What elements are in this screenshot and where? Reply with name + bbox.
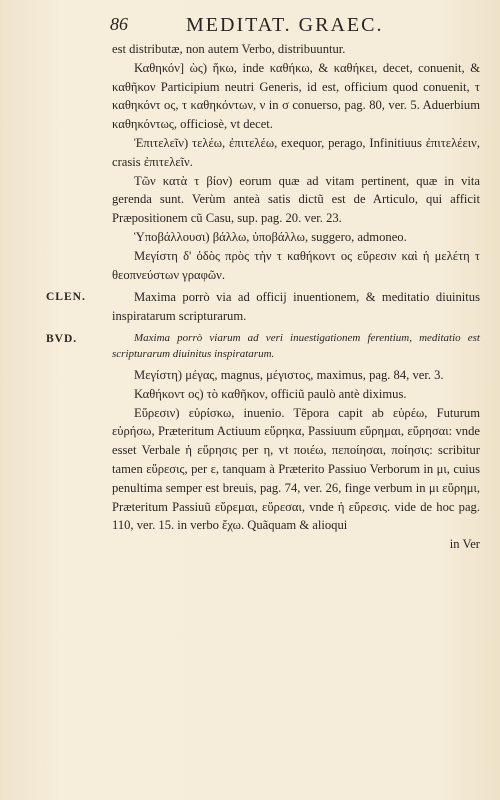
bud-translation: Maxima porrò viarum ad veri inuestigationem ferentium, meditatio est scripturarum diuinitus inspiratarum.: [112, 331, 480, 360]
paragraph: Ὑποβάλλουσι) βάλλω, ὑποβάλλω, suggero, admoneo.: [134, 229, 407, 244]
paragraph: Τῶν κατὰ τ βίον) eorum quæ ad vitam pertinent, quæ in vita gerenda sunt. Verùm anteà satis dictũ est de Articulo, qui afficit Præpositionem cũ Casu, sup. pag. 20. ver. 23.: [112, 173, 480, 226]
paragraph: Μεγίστη δ' ὁδὸς πρὸς τὴν τ καθήκοντ ος εὕρεσιν καὶ ἡ μελέτη τ θεοπνεύστων γραφῶν.: [112, 248, 480, 282]
paragraph: Μεγίστη) μέγας, magnus, μέγιστος, maximus, pag. 84, ver. 3.: [134, 367, 444, 382]
margin-label-clen: CLEN.: [46, 291, 86, 304]
bud-section: [46, 330, 480, 362]
page-number: 86: [110, 14, 128, 34]
body-text: [46, 40, 480, 554]
paragraph: Καθηκόν] ὼς) ἥκω, inde καθήκω, & καθήκει, decet, conuenit, & καθῆκον Participium neutri Generis, id est, officium quod conuenit, τ καθηκόντ ος, τ καθηκόντων, ν in σ conuerso, pag. 80, ver. 5. Aduerbium καθηκόντως, officiosè, vt decet.: [112, 60, 480, 132]
margin-label-bud: BVD.: [46, 332, 78, 345]
catchword: in Ver: [449, 537, 480, 552]
running-title: MEDITAT. GRAEC.: [186, 14, 384, 36]
clen-section: [46, 288, 480, 326]
paragraph: Καθήκοντ ος) τὸ καθῆκον, officiũ paulò antè diximus.: [134, 386, 407, 401]
page-header: [110, 14, 490, 38]
clen-translation: Maxima porrò via ad officij inuentionem, & meditatio diuinitus inspiratarum scripturarum.: [112, 290, 480, 324]
paragraph: Εὕρεσιν) εὑρίσκω, inuenio. Tẽpora capit ab εὑρέω, Futurum εὑρήσω, Præteritum Actiuum εὕρηκα, Passiuum εὕρημαι, εὕρησαι: vnde esset Verbale ἡ εὕρησις per η, vt ποιέω, πεποίησαι, ποίησις: scribitur tamen εὕρεσις, per ε, tanquam à Præterito Passiuo Verborum in μι, cuius penultima semper est breuis, pag. 74, ver. 26, finge verbum in μι εὕρημι, Præteritum Passiuũ εὕρεμαι, εὕρεσαι, vnde ἡ εὕρεσις. vide de hoc pag. 110, ver. 15. in verbo ἔχω. Quãquam & alioqui: [112, 405, 480, 533]
paragraph: est distributæ, non autem Verbo, distribuuntur.: [112, 42, 346, 56]
paragraph: Ἐπιτελεῖν) τελέω, ἐπιτελέω, exequor, perago, Infinitiuus ἐπιτελέειν, crasis ἐπιτελεῖν.: [112, 135, 480, 169]
